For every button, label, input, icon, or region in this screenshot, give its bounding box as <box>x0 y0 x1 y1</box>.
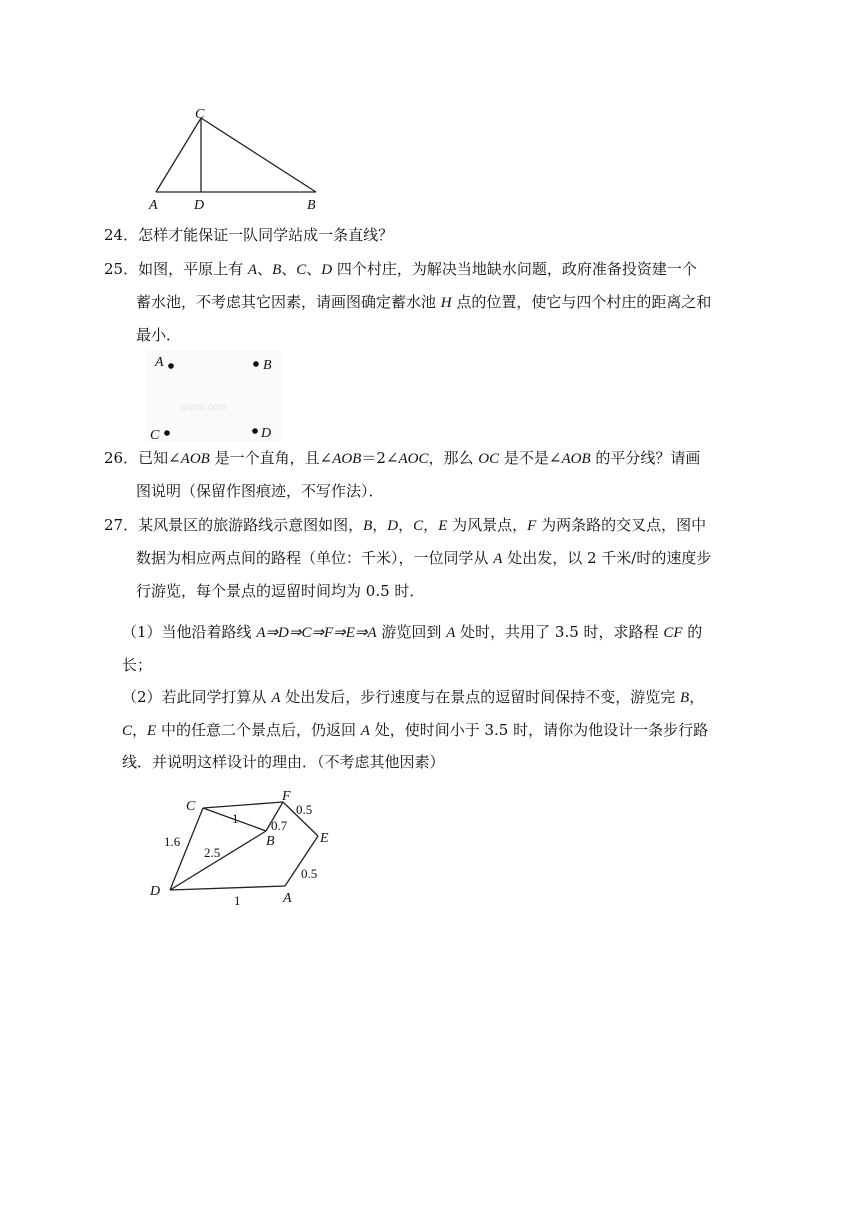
text: 图说明（保留作图痕迹，不写作法）． <box>136 482 384 500</box>
text: 处出发后，步行速度与在景点的逗留时间保持不变，游览完 <box>280 688 681 706</box>
distance-da: 1 <box>234 893 241 906</box>
var: E <box>438 518 448 534</box>
var: A <box>446 625 456 641</box>
var: CF <box>663 625 683 641</box>
distance-bf: 0.7 <box>271 818 288 833</box>
text: 、 <box>257 260 273 278</box>
question-number: 27． <box>104 516 139 534</box>
question-number: 24． <box>104 226 139 244</box>
text: ， <box>372 516 388 534</box>
distance-cb: 1 <box>232 811 239 826</box>
question-text: 怎样才能保证一队同学站成一条直线？ <box>138 226 394 244</box>
var: AOC <box>398 451 429 467</box>
var: C <box>413 518 424 534</box>
text: 点的位置，使它与四个村庄的距离之和 <box>451 293 712 311</box>
var: A <box>493 551 503 567</box>
distance-db: 2.5 <box>204 845 221 860</box>
text: 长； <box>122 656 153 674</box>
text: 某风景区的旅游路线示意图如图， <box>138 516 364 534</box>
villages-figure <box>146 350 281 442</box>
distance-fe: 0.5 <box>296 802 313 817</box>
text: 处出发，以 2 千米/时的速度步 <box>502 549 712 567</box>
question-number: 25． <box>104 260 139 278</box>
var: AOB <box>561 451 591 467</box>
var: A <box>247 262 258 278</box>
var: B <box>272 262 282 278</box>
route-d-label: D <box>150 884 161 899</box>
text: 线．并说明这样设计的理由．（不考虑其他因素） <box>122 753 445 771</box>
text: 为风景点， <box>447 516 528 534</box>
vertex-d-label: D <box>194 198 205 213</box>
text: 是不是∠ <box>499 449 562 467</box>
text: ， <box>423 516 439 534</box>
question-27-part-1-cont <box>122 655 152 675</box>
vertex-a-label: A <box>149 198 158 213</box>
watermark: jyeoo.com <box>181 402 227 413</box>
var: D <box>387 518 399 534</box>
village-b-label: B <box>263 358 272 373</box>
text: ， <box>132 721 148 739</box>
text: 已知∠ <box>138 449 181 467</box>
route-figure <box>146 786 336 906</box>
text: 最小． <box>136 326 182 344</box>
village-c-label: C <box>150 428 160 442</box>
question-25-line-2 <box>136 292 711 313</box>
villages-diagram <box>146 350 281 442</box>
question-27-part-2-end <box>122 752 445 772</box>
text: 、 <box>306 260 322 278</box>
var: B <box>680 690 690 706</box>
vertex-c-label: C <box>195 107 205 122</box>
var: H <box>440 295 452 311</box>
var: C <box>122 723 133 739</box>
text: 、 <box>281 260 297 278</box>
route-diagram <box>146 786 336 906</box>
var: E <box>147 723 157 739</box>
text: ，那么 <box>428 449 479 467</box>
question-27-line-2 <box>136 548 711 569</box>
var: OC <box>478 451 500 467</box>
text: 行游览，每个景点的逗留时间均为 0.5 时． <box>136 582 425 600</box>
text: 处时，共用了 3.5 时，求路程 <box>455 623 664 641</box>
text: 蓄水池，不考虑其它因素，请画图确定蓄水池 <box>136 293 441 311</box>
text: 的 <box>682 623 703 641</box>
question-27-line-3 <box>136 581 424 601</box>
question-27-part-2 <box>122 687 704 708</box>
text: 四个村庄，为解决当地缺水问题，政府准备投资建一个 <box>332 260 697 278</box>
question-25-line-3 <box>136 325 181 345</box>
distance-cd: 1.6 <box>164 834 181 849</box>
vertex-b-label: B <box>307 198 316 213</box>
route-e-label: E <box>320 831 329 846</box>
var: A⇒D⇒C⇒F⇒E⇒A <box>256 625 377 641</box>
route-b-label: B <box>266 834 275 849</box>
question-27-line-1 <box>104 515 706 536</box>
text: （2）若此同学打算从 <box>122 688 272 706</box>
question-24 <box>104 225 393 245</box>
text: （1）当他沿着路线 <box>122 623 257 641</box>
text: 中的任意二个景点后，仍返回 <box>156 721 361 739</box>
var: B <box>363 518 373 534</box>
var: AOB <box>332 451 362 467</box>
text: 为两条路的交叉点，图中 <box>536 516 707 534</box>
question-26-line-2 <box>136 481 384 501</box>
text: ＝2∠ <box>361 449 399 467</box>
question-27-part-1 <box>122 622 702 643</box>
question-number: 26． <box>104 449 139 467</box>
route-a-label: A <box>283 891 292 906</box>
route-c-label: C <box>186 799 196 814</box>
question-27-part-2-cont <box>122 720 708 741</box>
var: F <box>527 518 537 534</box>
var: AOB <box>180 451 210 467</box>
var: A <box>271 690 281 706</box>
var: A <box>360 723 370 739</box>
text: 是一个直角，且∠ <box>209 449 333 467</box>
triangle-figure <box>144 104 324 214</box>
distance-ea: 0.5 <box>301 866 318 881</box>
route-f-label: F <box>282 789 291 804</box>
var: D <box>321 262 333 278</box>
text: ， <box>689 688 705 706</box>
question-26-line-1 <box>104 448 700 469</box>
text: 游览回到 <box>376 623 447 641</box>
var: C <box>296 262 307 278</box>
triangle-diagram <box>144 104 324 214</box>
question-25-line-1 <box>104 259 697 280</box>
text: 的平分线？请画 <box>590 449 701 467</box>
text: 如图，平原上有 <box>138 260 248 278</box>
text: ， <box>398 516 414 534</box>
text: 数据为相应两点间的路程（单位：千米），一位同学从 <box>136 549 494 567</box>
text: 处，使时间小于 3.5 时，请你为他设计一条步行路 <box>369 721 709 739</box>
village-d-label: D <box>261 426 272 441</box>
village-a-label: A <box>155 355 164 370</box>
